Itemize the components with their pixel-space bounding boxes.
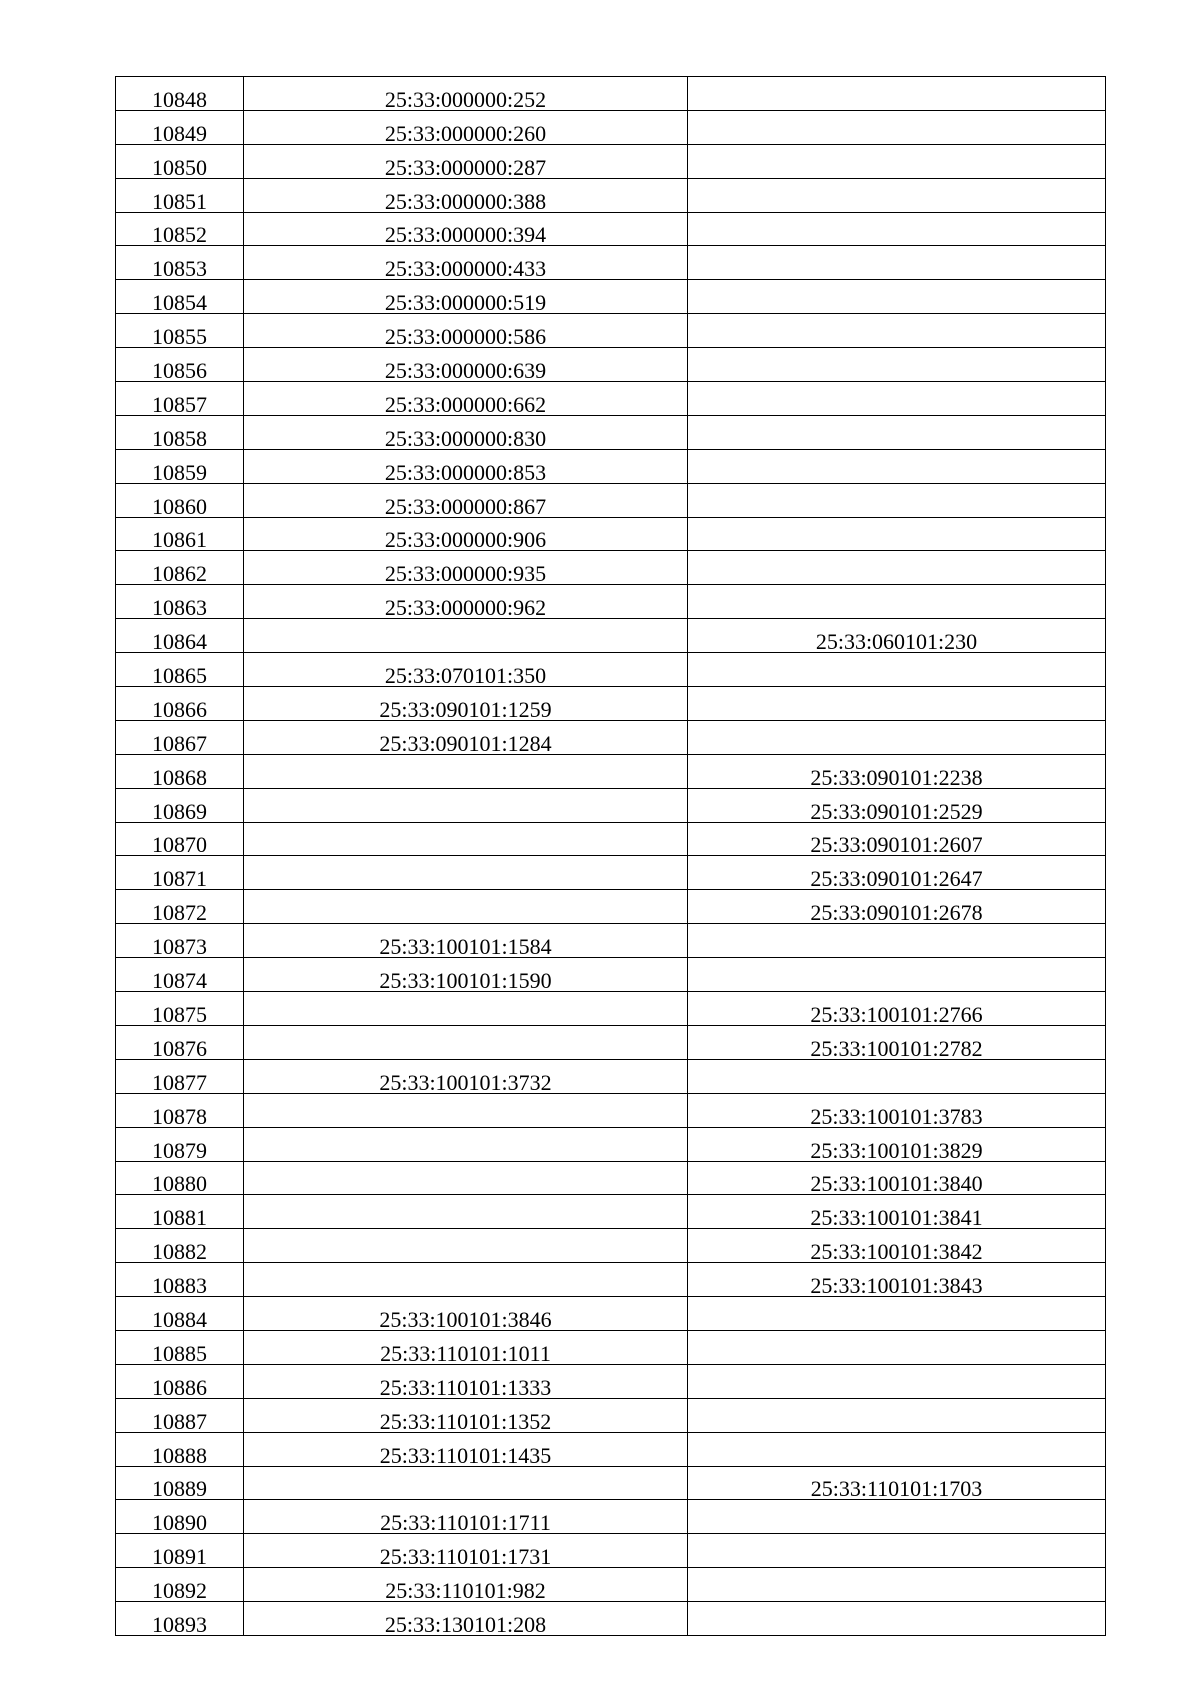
row-number-cell <box>116 1195 244 1229</box>
table-row <box>116 483 1106 517</box>
cell-text: 10849 <box>152 120 207 146</box>
secondary-cadastral-number-cell <box>688 1059 1106 1093</box>
cell-text: 25:33:000000:394 <box>384 222 547 248</box>
row-number-cell <box>116 720 244 754</box>
secondary-cadastral-number-cell <box>688 551 1106 585</box>
table-row <box>116 348 1106 382</box>
table-row <box>116 77 1106 111</box>
secondary-cadastral-number-cell <box>688 687 1106 721</box>
cell-text: 25:33:130101:208 <box>384 1611 547 1637</box>
cell-text: 25:33:100101:2782 <box>810 1035 983 1061</box>
cadastral-number-cell <box>244 348 688 382</box>
cell-text: 25:33:110101:982 <box>385 1578 546 1604</box>
table-row <box>116 178 1106 212</box>
secondary-cadastral-number-cell <box>688 1500 1106 1534</box>
cadastral-number-cell <box>244 551 688 585</box>
secondary-cadastral-number-cell <box>688 110 1106 144</box>
cell-text: 10860 <box>152 493 207 519</box>
cell-text: 25:33:100101:3846 <box>379 1306 552 1332</box>
cell-text: 25:33:000000:662 <box>384 391 547 417</box>
cadastral-number-cell <box>244 382 688 416</box>
table-row <box>116 110 1106 144</box>
row-number-cell <box>116 1602 244 1636</box>
cell-text: 10887 <box>152 1408 207 1434</box>
cell-text: 25:33:100101:3783 <box>810 1103 983 1129</box>
row-number-cell <box>116 1398 244 1432</box>
cell-text: 25:33:110101:1703 <box>810 1476 983 1502</box>
row-number-cell <box>116 754 244 788</box>
cadastral-number-cell <box>244 1466 688 1500</box>
cell-text: 10890 <box>152 1510 207 1536</box>
cadastral-number-cell <box>244 280 688 314</box>
cell-text: 10891 <box>152 1544 207 1570</box>
row-number-cell <box>116 314 244 348</box>
secondary-cadastral-number-cell <box>688 1364 1106 1398</box>
table-row <box>116 992 1106 1026</box>
cell-text: 25:33:090101:2607 <box>810 832 983 858</box>
cell-text: 10857 <box>152 391 207 417</box>
table-row <box>116 653 1106 687</box>
cell-text: 10888 <box>152 1442 207 1468</box>
row-number-cell <box>116 212 244 246</box>
cadastral-number-cell <box>244 483 688 517</box>
cell-text: 25:33:000000:935 <box>384 561 547 587</box>
cadastral-number-cell <box>244 1398 688 1432</box>
cell-text: 25:33:000000:433 <box>384 256 547 282</box>
row-number-cell <box>116 687 244 721</box>
cell-text: 25:33:100101:3829 <box>810 1137 983 1163</box>
cell-text: 10848 <box>152 86 207 112</box>
table-row <box>116 1364 1106 1398</box>
cadastral-number-cell <box>244 212 688 246</box>
table-row <box>116 1398 1106 1432</box>
secondary-cadastral-number-cell <box>688 1432 1106 1466</box>
secondary-cadastral-number-cell <box>688 517 1106 551</box>
table-row <box>116 1297 1106 1331</box>
cell-text: 10872 <box>152 900 207 926</box>
cadastral-number-cell <box>244 958 688 992</box>
cell-text: 10878 <box>152 1103 207 1129</box>
cell-text: 10859 <box>152 459 207 485</box>
cadastral-number-cell <box>244 314 688 348</box>
cell-text: 10874 <box>152 968 207 994</box>
secondary-cadastral-number-cell <box>688 1534 1106 1568</box>
table-row <box>116 687 1106 721</box>
cell-text: 10862 <box>152 561 207 587</box>
cell-text: 25:33:000000:252 <box>384 86 547 112</box>
row-number-cell <box>116 1093 244 1127</box>
table-row <box>116 788 1106 822</box>
secondary-cadastral-number-cell <box>688 1330 1106 1364</box>
secondary-cadastral-number-cell <box>688 144 1106 178</box>
secondary-cadastral-number-cell <box>688 212 1106 246</box>
secondary-cadastral-number-cell <box>688 449 1106 483</box>
cell-text: 10883 <box>152 1273 207 1299</box>
cell-text: 25:33:060101:230 <box>815 629 978 655</box>
cadastral-number-cell <box>244 720 688 754</box>
table-row <box>116 856 1106 890</box>
cell-text: 25:33:110101:1711 <box>380 1510 551 1536</box>
cell-text: 10879 <box>152 1137 207 1163</box>
secondary-cadastral-number-cell <box>688 924 1106 958</box>
cell-text: 25:33:090101:1259 <box>379 696 552 722</box>
table-row <box>116 415 1106 449</box>
row-number-cell <box>116 348 244 382</box>
cadastral-number-cell <box>244 144 688 178</box>
table-row <box>116 924 1106 958</box>
table-row <box>116 1500 1106 1534</box>
cell-text: 25:33:110101:1352 <box>379 1408 552 1434</box>
cadastral-number-cell <box>244 449 688 483</box>
row-number-cell <box>116 77 244 111</box>
cadastral-number-cell <box>244 924 688 958</box>
row-number-cell <box>116 551 244 585</box>
secondary-cadastral-number-cell <box>688 890 1106 924</box>
cadastral-number-cell <box>244 517 688 551</box>
cell-text: 25:33:000000:586 <box>384 324 547 350</box>
cell-text: 25:33:100101:3841 <box>810 1205 983 1231</box>
table-row <box>116 890 1106 924</box>
cadastral-number-cell <box>244 890 688 924</box>
cell-text: 10885 <box>152 1340 207 1366</box>
table-row <box>116 958 1106 992</box>
cell-text: 10886 <box>152 1374 207 1400</box>
table-row <box>116 1568 1106 1602</box>
cell-text: 25:33:090101:2678 <box>810 900 983 926</box>
cadastral-number-cell <box>244 856 688 890</box>
secondary-cadastral-number-cell <box>688 754 1106 788</box>
secondary-cadastral-number-cell <box>688 314 1106 348</box>
cadastral-number-cell <box>244 619 688 653</box>
cell-text: 25:33:000000:388 <box>384 188 547 214</box>
cadastral-number-cell <box>244 178 688 212</box>
cell-text: 25:33:110101:1011 <box>380 1340 551 1366</box>
cell-text: 25:33:100101:2766 <box>810 1001 983 1027</box>
secondary-cadastral-number-cell <box>688 1466 1106 1500</box>
row-number-cell <box>116 483 244 517</box>
row-number-cell <box>116 1229 244 1263</box>
cell-text: 10877 <box>152 1069 207 1095</box>
secondary-cadastral-number-cell <box>688 720 1106 754</box>
cadastral-number-cell <box>244 754 688 788</box>
table-row <box>116 754 1106 788</box>
cell-text: 10866 <box>152 696 207 722</box>
table-row <box>116 1432 1106 1466</box>
secondary-cadastral-number-cell <box>688 585 1106 619</box>
cadastral-number-cell <box>244 1534 688 1568</box>
cell-text: 25:33:000000:260 <box>384 120 547 146</box>
cell-text: 25:33:110101:1435 <box>379 1442 552 1468</box>
table-row <box>116 1263 1106 1297</box>
table-row <box>116 551 1106 585</box>
table-row <box>116 822 1106 856</box>
cadastral-number-cell <box>244 1568 688 1602</box>
secondary-cadastral-number-cell <box>688 788 1106 822</box>
row-number-cell <box>116 653 244 687</box>
table-row <box>116 619 1106 653</box>
cell-text: 10856 <box>152 358 207 384</box>
cell-text: 10864 <box>152 629 207 655</box>
table-row <box>116 1229 1106 1263</box>
table-row <box>116 1127 1106 1161</box>
cell-text: 25:33:100101:1584 <box>379 934 552 960</box>
row-number-cell <box>116 992 244 1026</box>
cell-text: 25:33:000000:962 <box>384 595 547 621</box>
cadastral-number-cell <box>244 1025 688 1059</box>
cell-text: 10873 <box>152 934 207 960</box>
table-row <box>116 585 1106 619</box>
table-row <box>116 449 1106 483</box>
row-number-cell <box>116 415 244 449</box>
secondary-cadastral-number-cell <box>688 1025 1106 1059</box>
cell-text: 25:33:100101:3843 <box>810 1273 983 1299</box>
cadastral-number-cell <box>244 1195 688 1229</box>
secondary-cadastral-number-cell <box>688 415 1106 449</box>
secondary-cadastral-number-cell <box>688 856 1106 890</box>
cell-text: 10858 <box>152 425 207 451</box>
table-row <box>116 1602 1106 1636</box>
cadastral-number-cell <box>244 1127 688 1161</box>
secondary-cadastral-number-cell <box>688 1229 1106 1263</box>
cell-text: 25:33:000000:906 <box>384 527 547 553</box>
cadastral-number-cell <box>244 1093 688 1127</box>
cadastral-number-cell <box>244 415 688 449</box>
secondary-cadastral-number-cell <box>688 1398 1106 1432</box>
row-number-cell <box>116 1025 244 1059</box>
table-row <box>116 314 1106 348</box>
secondary-cadastral-number-cell <box>688 1127 1106 1161</box>
row-number-cell <box>116 1161 244 1195</box>
secondary-cadastral-number-cell <box>688 246 1106 280</box>
cell-text: 25:33:110101:1731 <box>379 1544 552 1570</box>
row-number-cell <box>116 246 244 280</box>
cell-text: 10868 <box>152 764 207 790</box>
table-row <box>116 1466 1106 1500</box>
cell-text: 10867 <box>152 730 207 756</box>
table-row <box>116 1195 1106 1229</box>
table-row <box>116 517 1106 551</box>
secondary-cadastral-number-cell <box>688 178 1106 212</box>
cell-text: 10869 <box>152 798 207 824</box>
row-number-cell <box>116 1059 244 1093</box>
cell-text: 10882 <box>152 1239 207 1265</box>
cell-text: 10880 <box>152 1171 207 1197</box>
row-number-cell <box>116 788 244 822</box>
cell-text: 25:33:100101:3732 <box>379 1069 552 1095</box>
secondary-cadastral-number-cell <box>688 958 1106 992</box>
cell-text: 10855 <box>152 324 207 350</box>
cell-text: 25:33:000000:830 <box>384 425 547 451</box>
cell-text: 10852 <box>152 222 207 248</box>
cadastral-number-cell <box>244 1297 688 1331</box>
secondary-cadastral-number-cell <box>688 653 1106 687</box>
row-number-cell <box>116 856 244 890</box>
cell-text: 10870 <box>152 832 207 858</box>
row-number-cell <box>116 144 244 178</box>
cell-text: 10881 <box>152 1205 207 1231</box>
cadastral-number-cell <box>244 687 688 721</box>
cadastral-number-cell <box>244 822 688 856</box>
cell-text: 25:33:090101:2647 <box>810 866 983 892</box>
cadastral-number-cell <box>244 1500 688 1534</box>
row-number-cell <box>116 822 244 856</box>
secondary-cadastral-number-cell <box>688 619 1106 653</box>
row-number-cell <box>116 1263 244 1297</box>
cell-text: 10875 <box>152 1001 207 1027</box>
row-number-cell <box>116 1500 244 1534</box>
row-number-cell <box>116 958 244 992</box>
row-number-cell <box>116 585 244 619</box>
secondary-cadastral-number-cell <box>688 1263 1106 1297</box>
row-number-cell <box>116 178 244 212</box>
secondary-cadastral-number-cell <box>688 822 1106 856</box>
row-number-cell <box>116 1432 244 1466</box>
table-row <box>116 1093 1106 1127</box>
secondary-cadastral-number-cell <box>688 280 1106 314</box>
secondary-cadastral-number-cell <box>688 1093 1106 1127</box>
secondary-cadastral-number-cell <box>688 483 1106 517</box>
cell-text: 10854 <box>152 290 207 316</box>
cell-text: 10851 <box>152 188 207 214</box>
cell-text: 10889 <box>152 1476 207 1502</box>
cell-text: 25:33:000000:519 <box>384 290 547 316</box>
cell-text: 10853 <box>152 256 207 282</box>
secondary-cadastral-number-cell <box>688 348 1106 382</box>
cell-text: 25:33:090101:2238 <box>810 764 983 790</box>
cell-text: 10871 <box>152 866 207 892</box>
cell-text: 25:33:000000:639 <box>384 358 547 384</box>
secondary-cadastral-number-cell <box>688 1297 1106 1331</box>
cell-text: 25:33:070101:350 <box>384 663 547 689</box>
secondary-cadastral-number-cell <box>688 77 1106 111</box>
cell-text: 25:33:000000:853 <box>384 459 547 485</box>
cell-text: 10865 <box>152 663 207 689</box>
row-number-cell <box>116 1534 244 1568</box>
cadastral-number-cell <box>244 1229 688 1263</box>
cell-text: 25:33:100101:3840 <box>810 1171 983 1197</box>
secondary-cadastral-number-cell <box>688 992 1106 1026</box>
cell-text: 25:33:100101:1590 <box>379 968 552 994</box>
cell-text: 10876 <box>152 1035 207 1061</box>
cadastral-number-cell <box>244 110 688 144</box>
secondary-cadastral-number-cell <box>688 382 1106 416</box>
cell-text: 25:33:000000:867 <box>384 493 547 519</box>
row-number-cell <box>116 1568 244 1602</box>
row-number-cell <box>116 619 244 653</box>
cadastral-number-cell <box>244 788 688 822</box>
cadastral-number-cell <box>244 1263 688 1297</box>
cadastral-number-cell <box>244 1364 688 1398</box>
row-number-cell <box>116 1297 244 1331</box>
row-number-cell <box>116 382 244 416</box>
table-row <box>116 382 1106 416</box>
row-number-cell <box>116 449 244 483</box>
cell-text: 10863 <box>152 595 207 621</box>
cadastral-number-cell <box>244 77 688 111</box>
row-number-cell <box>116 890 244 924</box>
row-number-cell <box>116 110 244 144</box>
table-row <box>116 1059 1106 1093</box>
secondary-cadastral-number-cell <box>688 1602 1106 1636</box>
cell-text: 10861 <box>152 527 207 553</box>
cell-text: 10850 <box>152 154 207 180</box>
cell-text: 25:33:000000:287 <box>384 154 547 180</box>
table-row <box>116 1534 1106 1568</box>
row-number-cell <box>116 1466 244 1500</box>
cadastral-number-cell <box>244 992 688 1026</box>
cell-text: 25:33:110101:1333 <box>379 1374 552 1400</box>
table-row <box>116 1161 1106 1195</box>
cell-text: 25:33:100101:3842 <box>810 1239 983 1265</box>
row-number-cell <box>116 1330 244 1364</box>
row-number-cell <box>116 924 244 958</box>
cell-text: 25:33:090101:2529 <box>810 798 983 824</box>
cadastral-number-cell <box>244 653 688 687</box>
cadastral-number-cell <box>244 1161 688 1195</box>
secondary-cadastral-number-cell <box>688 1161 1106 1195</box>
cell-text: 25:33:090101:1284 <box>379 730 552 756</box>
cadastral-number-cell <box>244 1059 688 1093</box>
table-row <box>116 212 1106 246</box>
cell-text: 10884 <box>152 1306 207 1332</box>
table-row <box>116 1330 1106 1364</box>
cadastral-table <box>115 76 1106 1636</box>
cadastral-number-cell <box>244 246 688 280</box>
row-number-cell <box>116 280 244 314</box>
table-row <box>116 280 1106 314</box>
table-row <box>116 720 1106 754</box>
table-body <box>116 77 1106 1636</box>
cadastral-number-cell <box>244 585 688 619</box>
secondary-cadastral-number-cell <box>688 1568 1106 1602</box>
secondary-cadastral-number-cell <box>688 1195 1106 1229</box>
cadastral-number-cell <box>244 1330 688 1364</box>
row-number-cell <box>116 517 244 551</box>
cell-text: 10893 <box>152 1611 207 1637</box>
table-row <box>116 1025 1106 1059</box>
row-number-cell <box>116 1127 244 1161</box>
cell-text: 10892 <box>152 1578 207 1604</box>
cadastral-number-cell <box>244 1432 688 1466</box>
table-row <box>116 144 1106 178</box>
row-number-cell <box>116 1364 244 1398</box>
table-row <box>116 246 1106 280</box>
cadastral-number-cell <box>244 1602 688 1636</box>
